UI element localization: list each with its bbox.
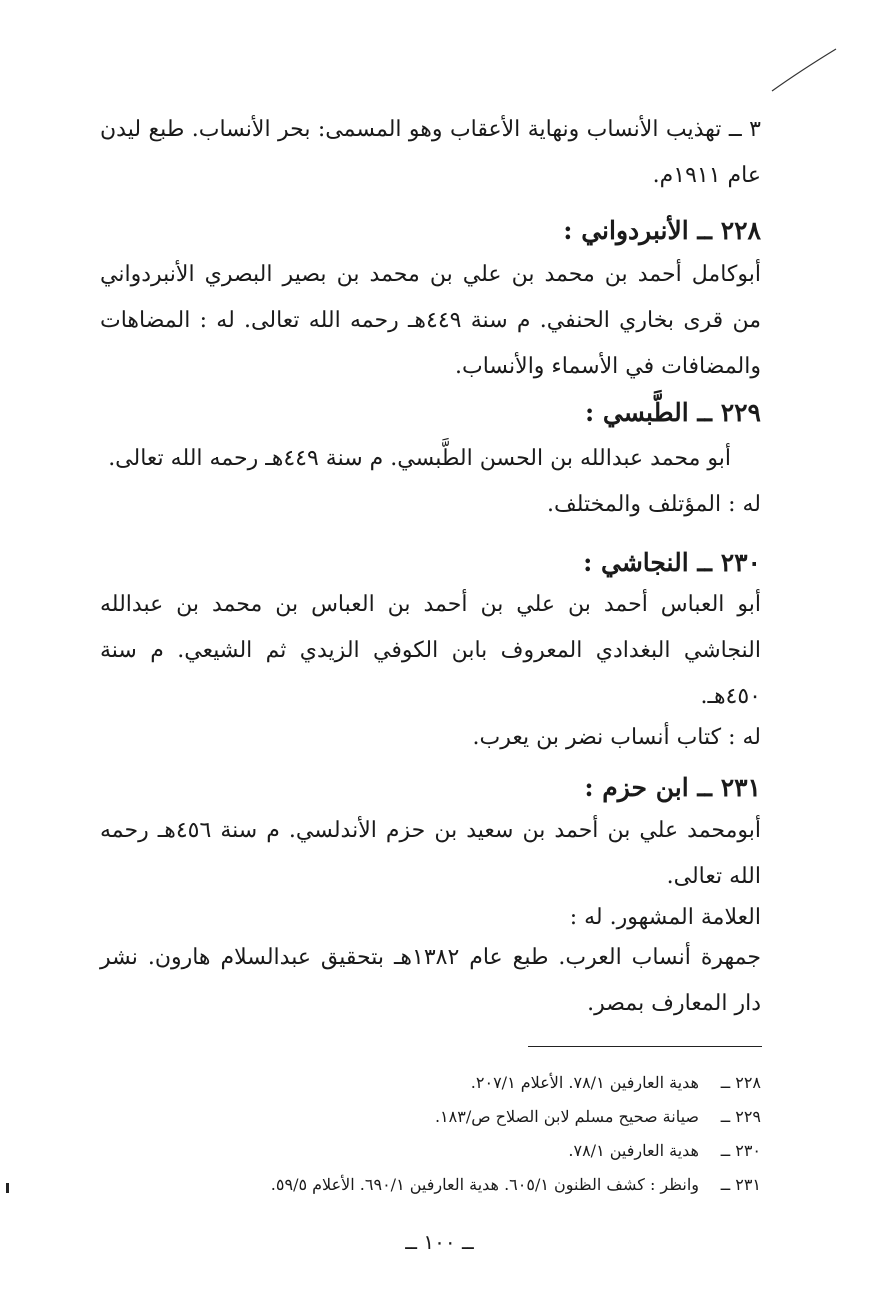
footnote-text: صيانة صحيح مسلم لابن الصلاح ص/١٨٣. — [434, 1107, 699, 1126]
entry-230-heading: ٢٣٠ ــ النجاشي : — [583, 548, 761, 577]
footnote-231 — [150, 1168, 761, 1202]
item-3-text: ٣ ــ تهذيب الأنساب ونهاية الأعقاب وهو المسمى: بحر الأنساب. طبع ليدن عام ١٩١١م. — [100, 117, 761, 188]
entry-230-body: أبو العباس أحمد بن علي بن أحمد بن العباس بن محمد بن عبدالله النجاشي البغدادي المعروف بابن الكوفي الزيدي ثم الشيعي. م سنة ٤٥٠هـ. — [100, 592, 761, 709]
entry-231-body-3: جمهرة أنساب العرب. طبع عام ١٣٨٢هـ بتحقيق عبدالسلام هارون. نشر دار المعارف بمصر. — [100, 945, 761, 1016]
footnote-divider — [528, 1046, 762, 1047]
entry-228-heading-block — [100, 208, 761, 254]
entry-230-heading-block — [100, 540, 761, 586]
footnote-text: هدية العارفين ٧٨/١. الأعلام ٢٠٧/١. — [470, 1073, 699, 1092]
footnote-228 — [150, 1066, 761, 1100]
entry-230-body-2: له : كتاب أنساب نضر بن يعرب. — [472, 725, 761, 750]
scan-edge-mark — [6, 1183, 9, 1193]
entry-231-heading-block — [100, 765, 761, 811]
entry-231-body-3-block — [100, 935, 761, 1027]
item-3-paragraph — [100, 107, 761, 199]
entry-229-heading-block — [100, 390, 761, 436]
footnote-number: ٢٣٠ ــ — [720, 1141, 761, 1160]
entry-228-heading: ٢٢٨ ــ الأنبردواني : — [563, 216, 761, 245]
footnote-text: وانظر : كشف الظنون ٦٠٥/١. هدية العارفين ٦٩٠/١. الأعلام ٥٩/٥. — [270, 1175, 699, 1194]
entry-229-heading: ٢٢٩ ــ الطَّبسي : — [584, 398, 761, 427]
entry-231-body-block — [100, 808, 761, 900]
page-number: ــ ١٠٠ ــ — [405, 1230, 474, 1254]
entry-230-body-block — [100, 582, 761, 720]
entry-229-body: أبو محمد عبدالله بن الحسن الطَّبسي. م سنة ٤٤٩هـ رحمه الله تعالى. — [108, 446, 731, 471]
entry-228-body-block — [100, 252, 761, 390]
footnote-230 — [150, 1134, 761, 1168]
entry-231-body: أبومحمد علي بن أحمد بن سعيد بن حزم الأندلسي. م سنة ٤٥٦هـ رحمه الله تعالى. — [100, 818, 761, 889]
footnote-number: ٢٢٩ ــ — [720, 1107, 761, 1126]
entry-231-heading: ٢٣١ ــ ابن حزم : — [584, 773, 761, 802]
footnote-number: ٢٣١ ــ — [720, 1175, 761, 1194]
footnote-number: ٢٢٨ ــ — [720, 1073, 761, 1092]
footnote-229 — [150, 1100, 761, 1134]
pen-stroke-mark — [770, 45, 840, 95]
entry-230-body-2-block — [100, 715, 761, 761]
entry-228-body: أبوكامل أحمد بن محمد بن علي بن محمد بن بصير البصري الأنبردواني من قرى بخاري الحنفي. م سنة ٤٤٩هـ رحمه الله تعالى. له : المضاهات والمضافات في الأسماء والأنساب. — [100, 262, 761, 379]
footnotes — [150, 1066, 761, 1202]
entry-229-body-2: له : المؤتلف والمختلف. — [546, 492, 761, 517]
entry-231-body-2: العلامة المشهور. له : — [569, 905, 761, 930]
footnote-text: هدية العارفين ٧٨/١. — [568, 1141, 699, 1160]
entry-229-body-block — [100, 436, 761, 528]
